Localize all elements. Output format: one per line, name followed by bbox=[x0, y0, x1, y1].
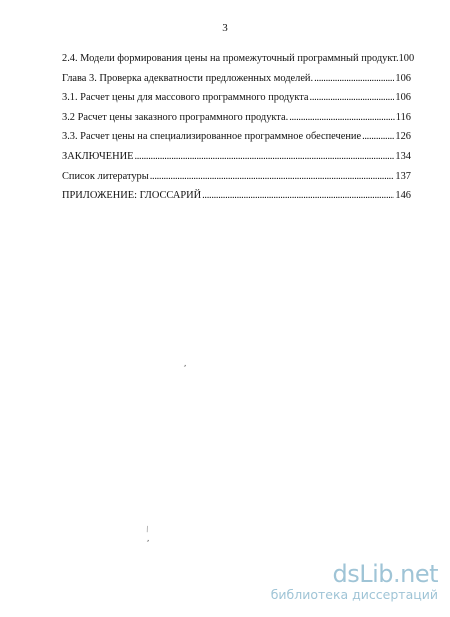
toc-leader-dots bbox=[150, 167, 395, 187]
toc-entry-page: 106 bbox=[395, 92, 411, 104]
logo-text-dot: . bbox=[392, 560, 401, 588]
toc-entry[interactable] bbox=[62, 69, 411, 89]
toc-entry-page: 137 bbox=[395, 170, 411, 182]
table-of-contents bbox=[62, 49, 415, 206]
toc-leader-dots bbox=[314, 69, 394, 89]
dslib-logo[interactable] bbox=[271, 561, 438, 587]
toc-entry[interactable] bbox=[62, 108, 411, 128]
toc-entry-title: Список литературы bbox=[62, 170, 149, 182]
toc-entry-title: Глава 3. Проверка адекватности предложенных моделей. bbox=[62, 72, 314, 84]
toc-entry[interactable] bbox=[62, 127, 411, 147]
toc-entry[interactable] bbox=[62, 167, 411, 187]
toc-entry[interactable] bbox=[62, 88, 411, 108]
toc-leader-dots bbox=[289, 108, 395, 128]
toc-leader-dots bbox=[310, 88, 395, 108]
toc-entry[interactable] bbox=[62, 147, 411, 167]
toc-entry-page: 146 bbox=[395, 190, 411, 202]
toc-leader-dots bbox=[202, 186, 394, 206]
page-number: 3 bbox=[222, 22, 228, 34]
logo-text-left: dsLib bbox=[332, 560, 393, 588]
toc-entry-title: 3.3. Расчет цены на специализированное программное обеспечение bbox=[62, 131, 362, 143]
watermark-subtitle: библиотека диссертаций bbox=[270, 587, 438, 602]
toc-leader-dots bbox=[362, 127, 394, 147]
toc-entry-page: 126 bbox=[395, 131, 411, 143]
toc-leader-dots bbox=[134, 147, 394, 167]
toc-entry-title: 2.4. Модели формирования цены на промежуточный программный продукт. bbox=[62, 53, 399, 64]
toc-entry-page: 116 bbox=[395, 111, 411, 123]
toc-entry-title: ПРИЛОЖЕНИЕ: ГЛОССАРИЙ bbox=[62, 190, 202, 202]
toc-entry-page: 106 bbox=[395, 72, 411, 84]
toc-entry-title: 3.2 Расчет цены заказного программного продукта. bbox=[62, 111, 289, 123]
toc-entry[interactable] bbox=[62, 186, 411, 206]
logo-text-right: net bbox=[400, 560, 438, 588]
toc-entry[interactable] bbox=[62, 49, 415, 69]
toc-entry-page: 100 bbox=[398, 53, 415, 64]
scan-speck: \ bbox=[144, 523, 151, 535]
toc-entry-title: ЗАКЛЮЧЕНИЕ bbox=[62, 150, 134, 162]
scan-speck: , bbox=[183, 357, 189, 369]
scan-speck: , bbox=[146, 532, 152, 544]
dslib-watermark bbox=[271, 561, 438, 603]
toc-entry-page: 134 bbox=[395, 150, 411, 162]
toc-entry-title: 3.1. Расчет цены для массового программного продукта bbox=[62, 92, 309, 104]
